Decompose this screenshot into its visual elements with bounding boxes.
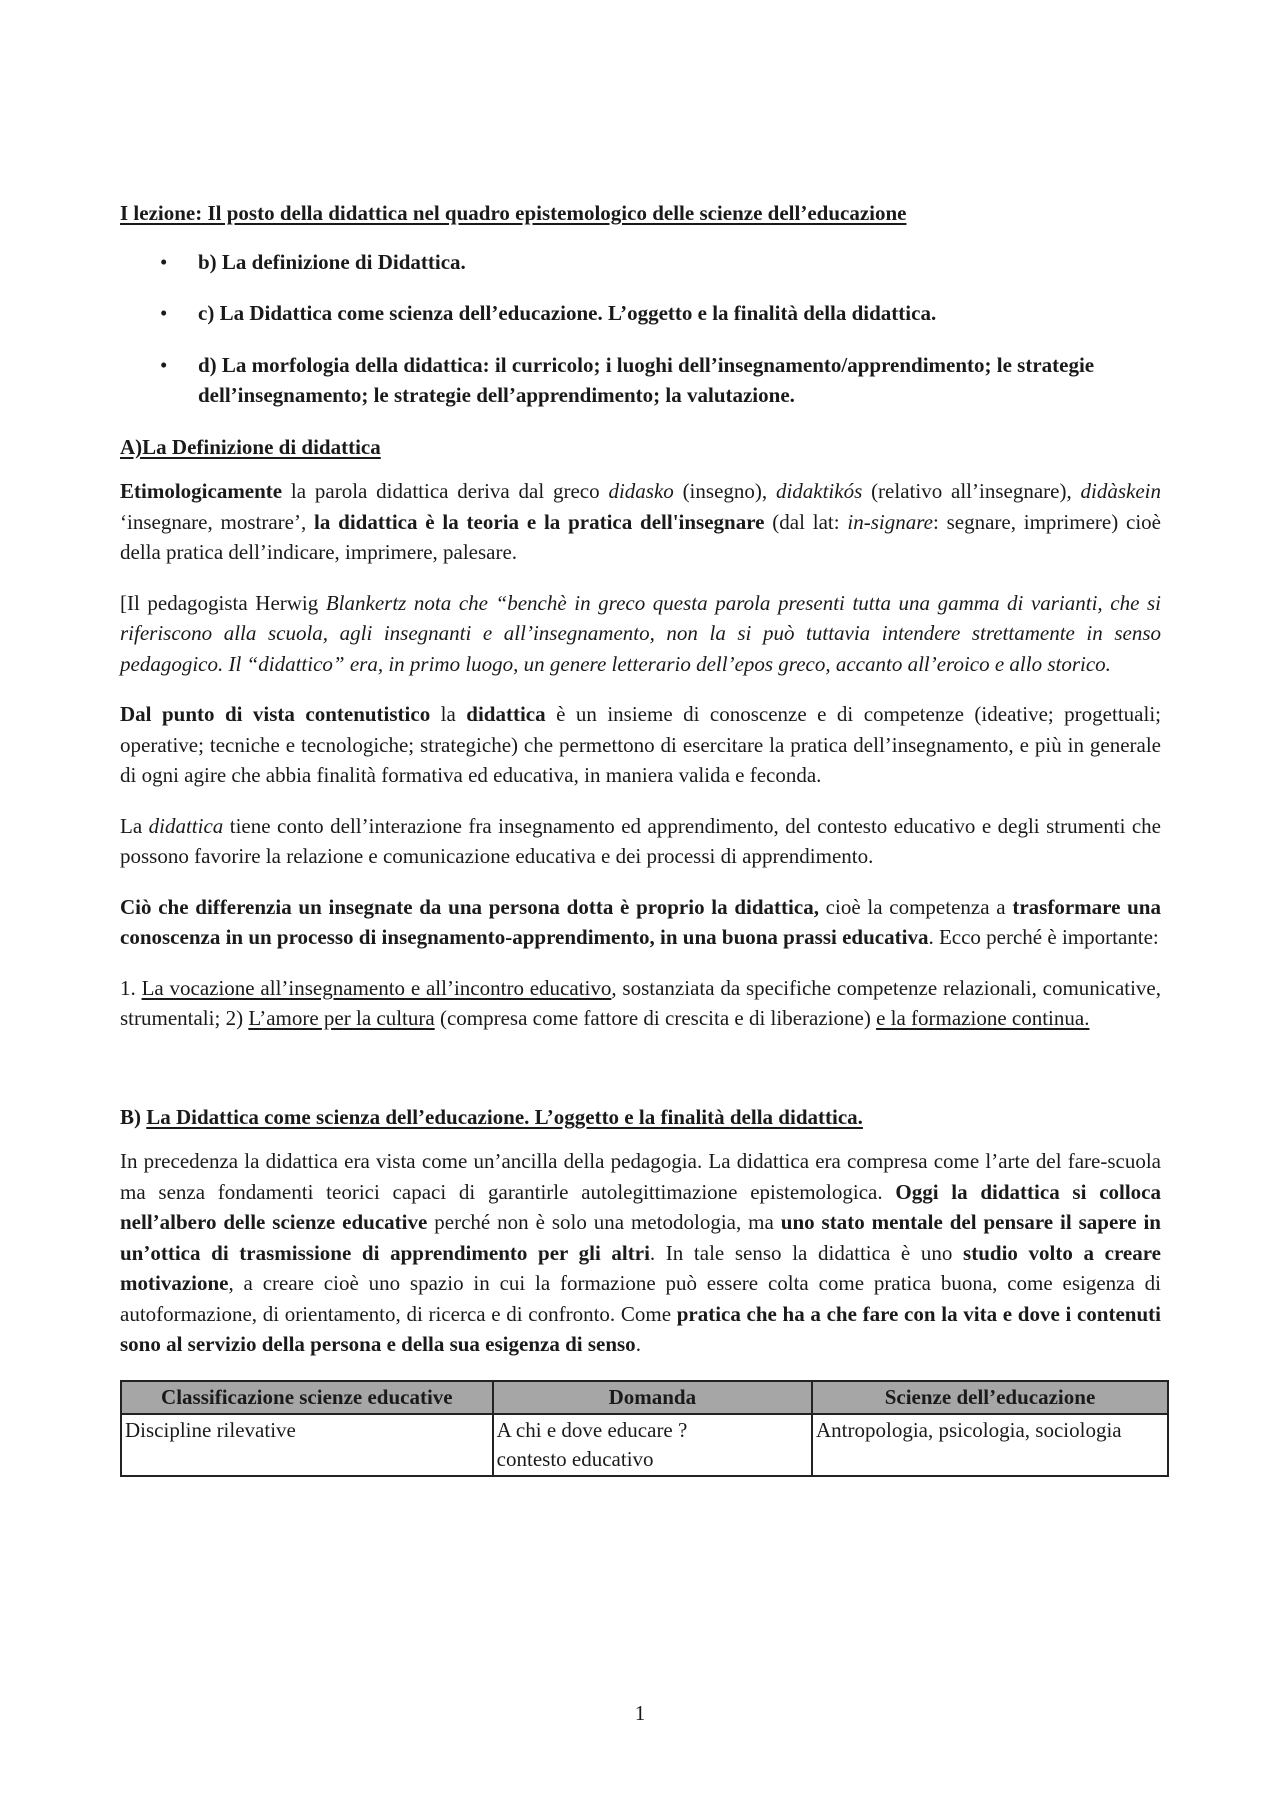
page-content [120, 198, 1161, 1477]
interaction-paragraph: La didattica tiene conto dell’interazione fra insegnamento ed apprendimento, del contesto educativo e degli strumenti che possono favorire la relazione e comunicazione educativa e dei processi di apprendimento. [120, 813, 1162, 868]
table-header-row [121, 1381, 1168, 1414]
spacer [120, 1054, 1161, 1102]
bullet-icon: • [160, 301, 168, 325]
table-row [121, 1414, 1168, 1476]
lesson-title: I lezione: Il posto della didattica nel quadro epistemologico delle scienze dell’educazione [120, 201, 907, 225]
table-cell: Antropologia, psicologia, sociologia [812, 1414, 1168, 1476]
didactics-science-paragraph: In precedenza la didattica era vista come un’ancilla della pedagogia. La didattica era compresa come l’arte del fare-scuola ma senza fondamenti teorici capaci di garantirle autolegittimazione epistemologica. Oggi la didattica si colloca nell’albero delle scienze educative perché non è solo una metodologia, ma uno stato mentale del pensare il sapere in un’ottica di trasmissione di apprendimento per gli altri. In tale senso la didattica è uno studio volto a creare motivazione, a creare cioè uno spazio in cui la formazione può essere colta come pratica buona, come esigenza di autoformazione, di orientamento, di ricerca e di confronto. Come pratica che ha a che fare con la vita e dove i contenuti sono al servizio della persona e della sua esigenza di senso. [120, 1149, 1162, 1356]
content-definition-paragraph: Dal punto di vista contenutistico la didattica è un insieme di conoscenze e di competenze (ideative; progettuali; operative; tecniche e tecnologiche; strategiche) che permettono di esercitare la pratica dell’insegnamento, e più in generale di ogni agire che abbia finalità formativa ed educativa, in maniera valida e feconda. [120, 702, 1161, 787]
list-item: • c) La Didattica come scienza dell’educazione. L’oggetto e la finalità della didattica. [120, 298, 1161, 329]
bullet-icon: • [160, 249, 168, 274]
list-item: • d) La morfologia della didattica: il curricolo; i luoghi dell’insegnamento/apprendimento; le strategie dell’insegnamento; le strategie dell’apprendimento; la valutazione. [120, 350, 1161, 411]
list-item: • b) La definizione di Didattica. [120, 247, 1161, 278]
column-header-sciences: Scienze dell’educazione [812, 1381, 1168, 1414]
teacher-difference-paragraph: Ciò che differenzia un insegnate da una persona dotta è proprio la didattica, cioè la competenza a trasformare una conoscenza in un processo di insegnamento-apprendimento, in una buona prassi educativa. Ecco perché è importante: [120, 894, 1161, 949]
etymology-paragraph: Etimologicamente la parola didattica deriva dal greco didasko (insegno), didaktikós (relativo all’insegnare), didàskein ‘insegnare, mostrare’, la didattica è la teoria e la pratica dell'insegnare (dal lat: in-signare: segnare, imprimere) cioè della pratica dell’indicare, imprimere, palesare. [120, 479, 1161, 564]
column-header-classification: Classificazione scienze educative [121, 1381, 493, 1414]
section-b-heading: B) La Didattica come scienza dell’educazione. L’oggetto e la finalità della didattica. [120, 1104, 863, 1129]
page-number: 1 [634, 1701, 646, 1725]
objectives-list [120, 247, 1161, 411]
blankertz-quote-paragraph: [Il pedagogista Herwig Blankertz nota che “benchè in greco questa parola presenti tutta una gamma di varianti, che si riferiscono alla scuola, agli insegnanti e all’insegnamento, non la si può tuttavia intendere strettamente in senso pedagogico. Il “didattico” era, in primo luogo, un genere letterario dell’epos greco, accanto all’eroico e allo storico. [120, 590, 1161, 676]
column-header-question: Domanda [493, 1381, 812, 1414]
importance-list-paragraph: 1. La vocazione all’insegnamento e all’incontro educativo, sostanziata da specifiche competenze relazionali, comunicative, strumentali; 2) L’amore per la cultura (compresa come fattore di crescita e di liberazione) e la formazione continua. [120, 975, 1162, 1030]
table-cell: A chi e dove educare ? contesto educativo [493, 1414, 812, 1476]
bullet-icon: • [160, 352, 168, 377]
section-a-heading: A)La Definizione di didattica [120, 434, 381, 459]
classification-table [120, 1380, 1169, 1477]
table-cell: Discipline rilevative [121, 1414, 493, 1476]
